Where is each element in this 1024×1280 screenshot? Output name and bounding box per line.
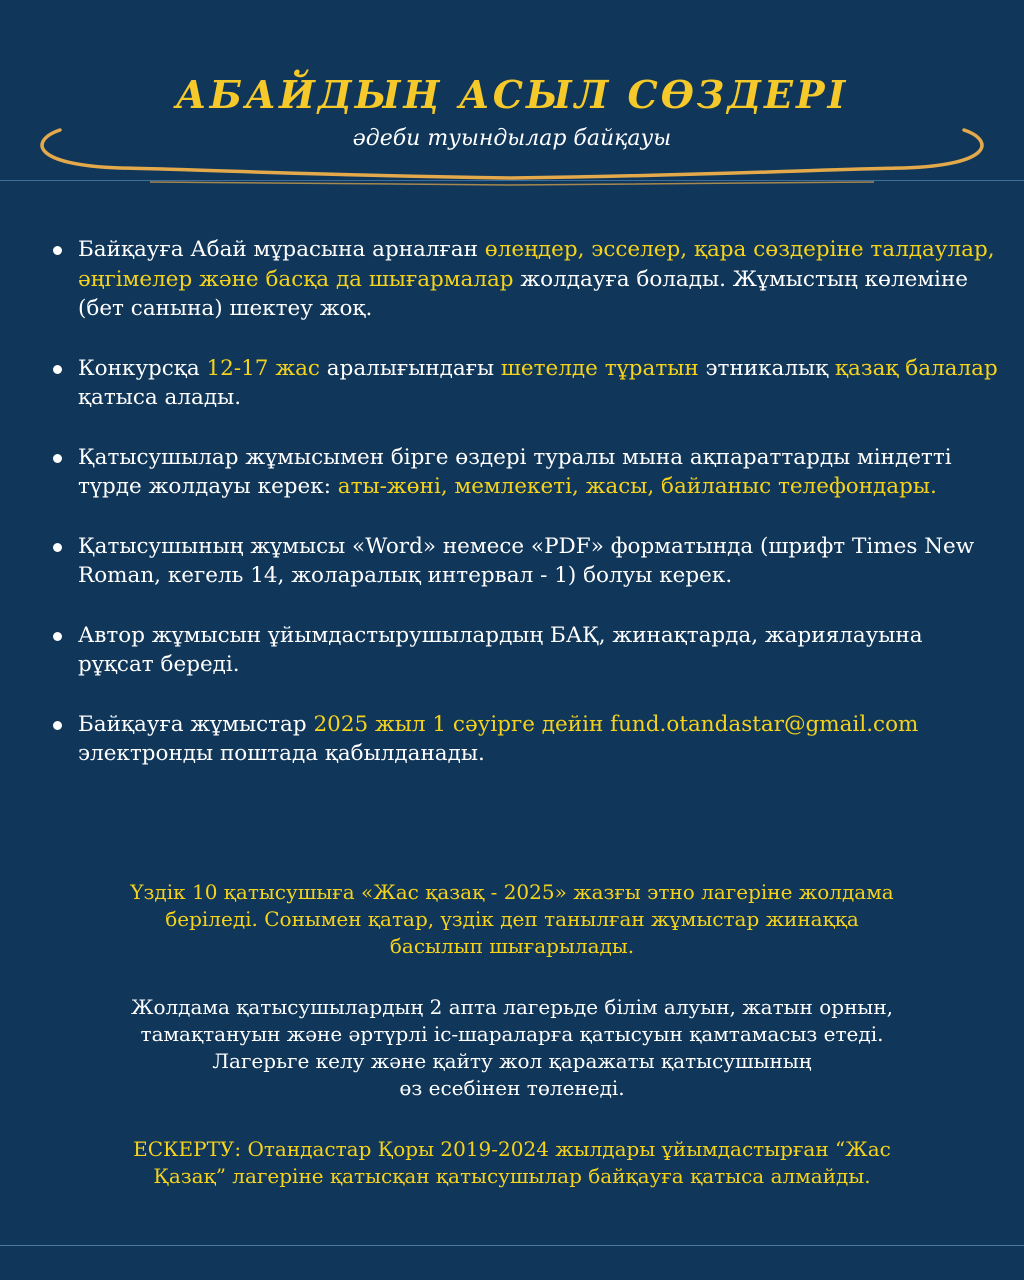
item-highlight: өлеңдер, эсселер, қара сөздеріне талдаулар, әңгімелер және басқа да шығармалар [78,237,995,292]
item-text: Қатысушылар жұмысымен бірге өздері туралы мына ақпараттарды міндетті түрде жолдауы керек: [78,444,952,499]
voucher-line: Лагерьге келу және қайту жол қаражаты қатысушының [212,1049,812,1073]
page-title: АБАЙДЫҢ АСЫЛ СӨЗДЕРІ [175,72,849,117]
bottom-divider [0,1245,1024,1246]
item-text: электронды поштада қабылданады. [78,741,485,766]
item-text: аралығындағы [319,355,501,381]
item-highlight: шетелде тұратын [500,355,699,381]
list-item [50,621,1000,680]
item-highlight: 12-17 жас [206,355,320,381]
prize-line: Үздік 10 қатысушыға «Жас қазақ - 2025» жазғы этно лагеріне жолдама [130,880,894,904]
list-item [50,710,1000,769]
voucher-line: өз есебінен төленеді. [399,1076,625,1100]
page-subtitle: әдеби туындылар байқауы [352,126,672,151]
list-item [50,443,1000,502]
item-text: жолдауға болады. Жұмыстың көлеміне (бет санына) шектеу жоқ. [78,266,968,321]
prize-line: беріледі. Сонымен қатар, үздік деп танылған жұмыстар жинаққа [165,907,859,931]
item-text: Байқауға Абай мұрасына арналған [78,237,485,262]
note-line: ЕСКЕРТУ: Отандастар Қоры 2019-2024 жылдары ұйымдастырған “Жас [133,1137,891,1161]
header [0,0,1024,200]
voucher-paragraph [40,994,984,1102]
note-paragraph [40,1136,984,1190]
prize-line: басылып шығарылады. [389,934,635,958]
list-item [50,354,1000,413]
item-text: қатыса алады. [78,385,242,410]
item-text: Автор жұмысын ұйымдастырушылардың БАҚ, жинақтарда, жариялауына рұқсат береді. [78,622,923,677]
item-text: Қатысушының жұмысы «Word» немесе «PDF» форматында (шрифт Times New Roman, кегель 14, жоларалық интервал - 1) болуы керек. [78,533,975,588]
top-divider [0,180,1024,181]
voucher-line: Жолдама қатысушылардың 2 апта лагерьде білім алуын, жатын орнын, [130,995,894,1019]
note-line: Қазақ” лагеріне қатысқан қатысушылар байқауға қатыса алмайды. [153,1164,871,1188]
rules-list [50,235,1000,799]
item-highlight: аты-жөні, мемлекеті, жасы, байланыс телефондары. [337,474,937,499]
list-item [50,532,1000,591]
voucher-line: тамақтануын және әртүрлі іс-шараларға қатысуын қамтамасыз етеді. [140,1022,884,1046]
item-text: Конкурсқа [78,355,207,381]
list-item [50,235,1000,324]
item-text: этникалық [698,355,835,381]
item-highlight: қазақ балалар [835,355,998,381]
item-highlight: 2025 жыл 1 сәуірге дейін fund.otandastar@gmail.com [313,711,919,737]
prize-paragraph [40,879,984,960]
item-text: Байқауға жұмыстар [78,711,314,737]
